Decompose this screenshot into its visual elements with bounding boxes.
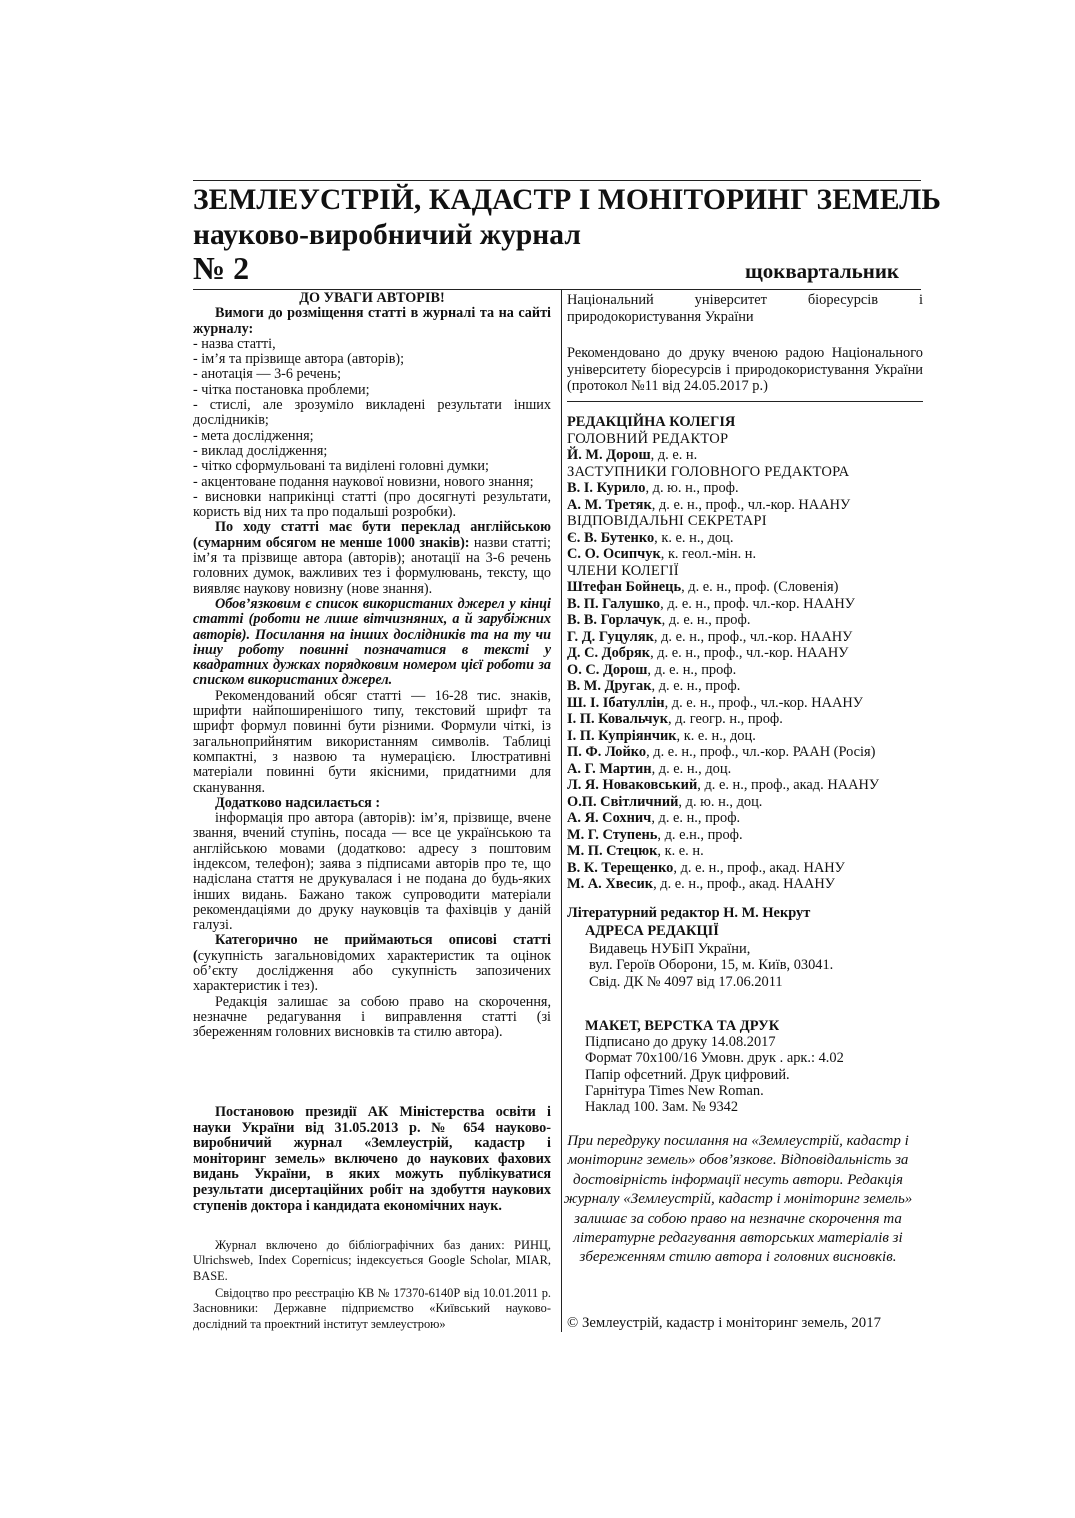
requirement-item: - чітка постановка проблеми; xyxy=(193,381,370,398)
board-member-name: В. В. Горлачук xyxy=(567,612,662,628)
board-member-details: , к. е. н. xyxy=(657,843,704,859)
print-line: Формат 70х100/16 Умовн. друк . арк.: 4.02 xyxy=(585,1050,844,1067)
board-member xyxy=(567,662,923,679)
board-member-details: , д. ю. н., доц. xyxy=(678,793,763,810)
literary-editor-text: Літературний редактор Н. М. Некрут xyxy=(567,905,811,921)
top-rule xyxy=(193,180,921,181)
board-member xyxy=(567,777,923,794)
board-member-name: Л. Я. Новаковський xyxy=(567,777,698,793)
board-member xyxy=(567,860,923,877)
databases-paragraph xyxy=(193,1238,551,1284)
resolution-text: Постановою президії АК Міністерства освіти і науки України від 31.05.2013 р. № 654 науково-виробничий журнал «Землеустрій, кадастр і моніторинг земель» включено до наукових фахових видань України, в яких можуть публікуватися результати дисертаційних робіт на здобуття наукових ступенів доктора і кандидата економічних наук. xyxy=(193,1104,551,1214)
board-heading: РЕДАКЦІЙНА КОЛЕГІЯ xyxy=(567,414,736,430)
board-member-name: П. Ф. Лойко xyxy=(567,744,647,760)
board-member-details: , д. е. н., проф., акад. НААНУ xyxy=(653,876,835,892)
board-member xyxy=(567,629,923,646)
requirement-item: - ім’я та прізвище автора (авторів); xyxy=(193,351,405,368)
board-member xyxy=(567,728,923,745)
copyright-text: © Землеустрій, кадастр і моніторинг земель, 2017 xyxy=(567,1315,881,1331)
board-member xyxy=(567,711,923,728)
board-member xyxy=(567,645,923,662)
board-member xyxy=(567,579,923,596)
board-section-caption: ЗАСТУПНИКИ ГОЛОВНОГО РЕДАКТОРА xyxy=(567,463,850,480)
board-member-name: А. М. Третяк xyxy=(567,496,652,513)
reject-paragraph xyxy=(193,933,551,994)
recommended-text: Рекомендовано до друку вченою радою Національного університету біоресурсів і природокористування України (протокол №11 від 24.05.2017 р.) xyxy=(567,345,923,395)
registration-text: Свідоцтво про реєстрацію КВ № 17370-6140Р від 10.01.2011 р. Засновники: Державне підприємство «Київський науково-дослідний та проектний інститут землеустрою» xyxy=(193,1286,551,1331)
reject-text: сукупність загальновідомих характеристик та оцінок об’єкту дослідження або сукупність запозичених характеристик і тез). xyxy=(193,947,551,995)
board-list xyxy=(567,431,923,893)
board-member-details: , д. е. н., проф. xyxy=(651,678,741,694)
board-section-caption: ЧЛЕНИ КОЛЕГІЇ xyxy=(567,562,679,579)
board-member-details: , д. е. н., проф., акад. НААНУ xyxy=(697,777,880,793)
board-member-details: , д. е. н., проф., акад. НАНУ xyxy=(673,859,845,876)
board-member xyxy=(567,761,923,778)
board-member xyxy=(567,447,923,464)
copyright-block xyxy=(567,1315,923,1332)
journal-title: ЗЕМЛЕУСТРІЙ, КАДАСТР І МОНІТОРИНГ ЗЕМЕЛЬ xyxy=(193,184,941,216)
print-line: Папір офсетний. Друк цифровий. xyxy=(585,1066,790,1083)
board-member-details: , д. е. н., проф., чл.-кор. НААНУ xyxy=(651,496,851,513)
board-member-details: , д. е. н. xyxy=(650,447,698,463)
editorial-rights: Редакція залишає за собою право на скорочення, незначне редагування і виправлення статті (зі збереженням головних висновків та стилю автора). xyxy=(193,993,551,1041)
board-member-name: М. А. Хвесик xyxy=(567,876,654,892)
reprint-notice-text: При передруку посилання на «Землеустрій, кадастр і моніторинг земель» обов’язкове. Відповідальність за достовірність інформації несуть автори. Редакція журналу «Землеустрій, кадастр і моніторинг земель» залишає за собою право на незначне скорочення та літературне редагування авторських матеріалів зі збереженням стилю автора і головних висновків. xyxy=(563,1133,913,1266)
requirement-item: - мета дослідження; xyxy=(193,427,314,444)
journal-subtitle: науково-виробничий журнал xyxy=(193,219,581,251)
board-member xyxy=(567,843,923,860)
board-member-details: , д. е. н., проф. чл.-кор. НААНУ xyxy=(660,595,855,612)
board-member-details: , д. е. н., проф., чл.-кор. РААН (Росія) xyxy=(646,744,876,760)
board-member xyxy=(567,810,923,827)
requirement-item: - акцентоване подання наукової новизни, нового знання; xyxy=(193,473,534,490)
address-block xyxy=(585,923,905,990)
university-block xyxy=(567,292,923,325)
board-member-name: Штефан Бойнець xyxy=(567,579,682,595)
board-member-name: Й. М. Дорош xyxy=(567,447,651,463)
board-member-name: Г. Д. Гуцуляк xyxy=(567,628,654,645)
board-member-name: В. М. Другак xyxy=(567,678,652,694)
board-member xyxy=(567,530,923,547)
address-line: Видавець НУБіП України, xyxy=(589,940,751,957)
resolution-paragraph xyxy=(193,1105,551,1214)
board-section-caption: ВІДПОВІДАЛЬНІ СЕКРЕТАРІ xyxy=(567,513,767,529)
board-member-details: , д. е. н., доц. xyxy=(651,760,732,777)
board-member-details: , д. е. н., проф. (Словенія) xyxy=(681,579,839,595)
reject-bold: Категорично не приймаються описові статті ( xyxy=(193,932,551,964)
board-member-name: А. Г. Мартин xyxy=(567,760,652,777)
references-paragraph: Обов’язковим є список використаних джерел у кінці статті (роботи не лише вітчизняних, а й зарубіжних авторів). Посилання на інших дослідників та на ту чи іншу роботу повинні позначатися в тексті у квадратних дужках порядковим номером цієї роботи за списком використаних джерел. xyxy=(193,595,551,689)
print-line: Підписано до друку 14.08.2017 xyxy=(585,1034,776,1051)
university-name: Національний університет біоресурсів і природокористування України xyxy=(567,292,923,325)
board-member-details: , д. е. н., проф., чл.-кор. НААНУ xyxy=(653,628,853,645)
requirement-item: - анотація — 3-6 речень; xyxy=(193,366,342,383)
print-line: Гарнітура Times New Roman. xyxy=(585,1082,764,1099)
board-member-details: , д. е. н., проф., чл.-кор. НААНУ xyxy=(664,694,863,711)
print-block xyxy=(585,1018,905,1115)
board-member-details: , д. е. н., проф., чл.-кор. НААНУ xyxy=(650,645,849,661)
board-member xyxy=(567,546,923,563)
requirement-item: - стислі, але зрозуміло викладені результати інших дослідників; xyxy=(193,397,551,429)
databases-text: Журнал включено до бібліографічних баз даних: РИНЦ, Ulrichsweb, Index Copernicus; індексується Google Scholar, MIAR, BASE. xyxy=(193,1238,551,1283)
board-member-name: О.П. Світличний xyxy=(567,793,679,810)
board-member-name: М. П. Стецюк xyxy=(567,843,658,859)
board-member-name: І. П. Ковальчук xyxy=(567,711,669,727)
board-section-caption: ГОЛОВНИЙ РЕДАКТОР xyxy=(567,430,729,447)
board-member xyxy=(567,827,923,844)
board-member xyxy=(567,876,923,893)
address-lines xyxy=(585,941,905,991)
board-member-details: , д. геогр. н., проф. xyxy=(668,711,783,727)
address-line: Свід. ДК № 4097 від 17.06.2011 xyxy=(589,973,783,990)
board-member xyxy=(567,612,923,629)
board-member xyxy=(567,596,923,613)
requirements-heading: Вимоги до розміщення статті в журналі та на сайті журналу: xyxy=(193,305,551,337)
board-member-name: І. П. Купріянчик xyxy=(567,727,677,744)
print-heading: МАКЕТ, ВЕРСТКА ТА ДРУК xyxy=(585,1018,780,1034)
additional-heading: Додатково надсилається : xyxy=(215,794,381,811)
requirement-item: - виклад дослідження; xyxy=(193,442,328,459)
board-member-name: Ш. І. Ібатуллін xyxy=(567,694,665,711)
board-member-details: , д. е. н., проф. xyxy=(647,661,737,678)
translation-paragraph xyxy=(193,520,551,596)
board-member-name: В. П. Галушко xyxy=(567,595,661,612)
authors-notice xyxy=(193,291,551,1041)
board-member xyxy=(567,744,923,761)
recommended-block xyxy=(567,345,923,395)
board-member-name: М. Г. Ступень xyxy=(567,826,658,843)
registration-paragraph xyxy=(193,1286,551,1332)
board-member-name: С. О. Осипчук xyxy=(567,546,661,562)
board-member-details: , д. е. н., проф. xyxy=(651,810,741,826)
literary-editor xyxy=(567,905,923,922)
board-member xyxy=(567,794,923,811)
board-member xyxy=(567,695,923,712)
board-member-details: , д. ю. н., проф. xyxy=(645,480,739,496)
board-member-name: В. І. Курило xyxy=(567,480,646,496)
volume-paragraph: Рекомендований обсяг статті — 16-28 тис. знаків, шрифти найпоширенішого типу, текстовий шрифт та шрифт формул повинні бути різними. Формули чіткі, із загальноприйнятим використанням символів. Таблиці компактні, з назвою та нумерацією. Ілюстративні матеріали повинні бути якісними, придатними для сканування. xyxy=(193,687,551,796)
authors-heading: ДО УВАГИ АВТОРІВ! xyxy=(299,290,445,306)
print-line: Наклад 100. Зам. № 9342 xyxy=(585,1099,739,1116)
translation-bold: По ходу статті має бути переклад англійською (сумарним обсягом не менше 1000 знаків): xyxy=(193,519,551,551)
board-member-details: , д. е. н., проф. xyxy=(661,612,751,628)
right-rule xyxy=(567,401,923,402)
address-heading: АДРЕСА РЕДАКЦІЇ xyxy=(585,923,719,939)
board-member-details: , к. е. н., доц. xyxy=(654,529,734,546)
board-member-name: О. С. Дорош xyxy=(567,661,648,678)
board-member-name: В. К. Терещенко xyxy=(567,859,674,876)
board-member-details: , д. е.н., проф. xyxy=(657,826,743,843)
requirements-list xyxy=(193,337,551,521)
translation-text: назви статті; ім’я та прізвище автора (авторів); анотації на 3-6 речень головних думок, важливих тез і формулювань, тексту, що виявляє наукову новизну (нове знання). xyxy=(193,534,551,597)
requirement-item: - назва статті, xyxy=(193,335,276,352)
address-line: вул. Героїв Оборони, 15, м. Київ, 03041. xyxy=(589,957,834,974)
board-member xyxy=(567,497,923,514)
board-member-name: Є. В. Бутенко xyxy=(567,529,655,546)
frequency-label: щоквартальник xyxy=(745,259,900,283)
board-member-name: Д. С. Добряк xyxy=(567,645,651,661)
board-member xyxy=(567,480,923,497)
issue-number: № 2 xyxy=(193,250,250,286)
board-member-details: , к. геол.-мін. н. xyxy=(660,546,757,562)
additional-paragraph: інформація про автора (авторів): ім’я, прізвище, вчене звання, вчений ступінь, посада — все це українською та англійською мовами (додатково: адресу з поштовим індексом, телефон); заява з підписами авторів про те, що надіслана стаття не друкувалася і не подана до будь-яких інших видань. Бажано також супроводити матеріали рекомендаціями до друку науковців та фахівців у даній галузі. xyxy=(193,810,551,934)
reprint-notice xyxy=(563,1132,913,1268)
requirement-item: - висновки наприкінці статті (про досягнуті результати, користь від них та про подальші розробки). xyxy=(193,488,551,521)
board-member-name: А. Я. Сохнич xyxy=(567,810,652,826)
requirement-item: - чітко сформульовані та виділені головні думки; xyxy=(193,458,489,475)
editorial-board xyxy=(567,414,923,893)
column-divider xyxy=(561,290,562,1332)
board-member-details: , к. е. н., доц. xyxy=(676,727,756,744)
board-member xyxy=(567,678,923,695)
